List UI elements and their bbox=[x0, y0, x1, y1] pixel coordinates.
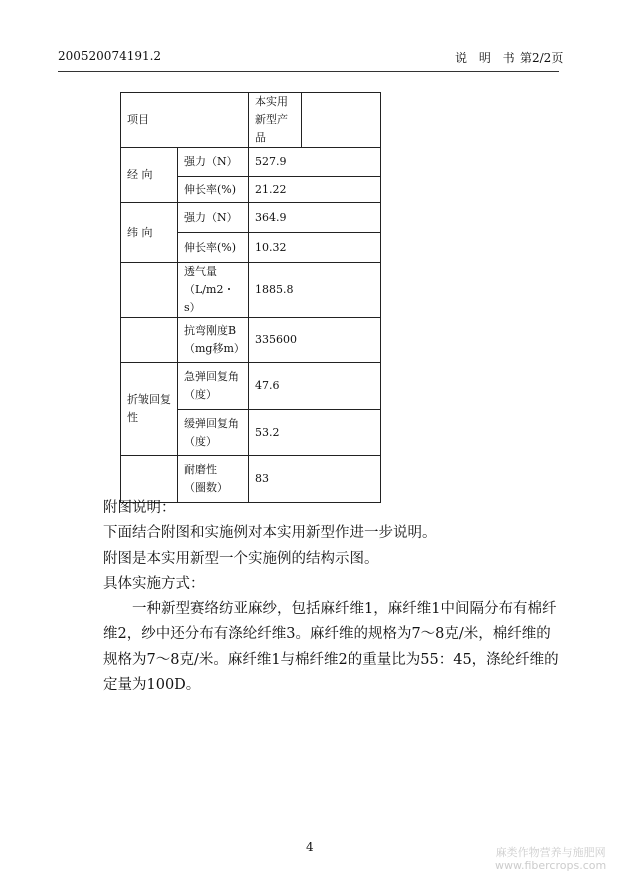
value-cell: 10.32 bbox=[249, 233, 381, 263]
group-cell: 纬 向 bbox=[121, 203, 178, 263]
group-cell: 经 向 bbox=[121, 148, 178, 203]
properties-table bbox=[120, 92, 381, 503]
doc-title: 说 明 书 bbox=[455, 51, 519, 65]
body-text bbox=[103, 496, 563, 698]
header-product: 本实用新型产品 bbox=[249, 93, 302, 148]
value-cell: 527.9 bbox=[249, 148, 381, 177]
value-cell: 1885.8 bbox=[249, 263, 381, 318]
group-cell: 折皱回复性 bbox=[121, 363, 178, 456]
group-cell bbox=[121, 263, 178, 318]
watermark-line2: www.fibercrops.com bbox=[495, 859, 607, 872]
property-cell: 缓弹回复角（度） bbox=[178, 410, 249, 456]
paragraph: 附图是本实用新型一个实施例的结构示图。 bbox=[103, 550, 379, 567]
watermark-line1: 麻类作物营养与施肥网 bbox=[495, 846, 606, 859]
header-empty bbox=[302, 93, 381, 148]
page-indicator: 第2/2页 bbox=[520, 51, 564, 65]
property-cell: 伸长率(%) bbox=[178, 233, 249, 263]
value-cell: 47.6 bbox=[249, 363, 381, 410]
page-number: 4 bbox=[306, 840, 314, 854]
value-cell: 83 bbox=[249, 456, 381, 503]
watermark bbox=[495, 846, 606, 872]
property-cell: 抗弯刚度B（mg移m） bbox=[178, 318, 249, 363]
patent-number: 200520074191.2 bbox=[58, 49, 162, 63]
value-cell: 21.22 bbox=[249, 177, 381, 203]
header-divider bbox=[58, 71, 559, 72]
value-cell: 53.2 bbox=[249, 410, 381, 456]
property-cell: 急弹回复角（度） bbox=[178, 363, 249, 410]
header-item: 项目 bbox=[121, 93, 249, 148]
paragraph: 下面结合附图和实施例对本实用新型作进一步说明。 bbox=[103, 525, 437, 542]
property-cell: 透气量（L/m2・s） bbox=[178, 263, 249, 318]
figure-heading: 附图说明： bbox=[103, 500, 176, 516]
property-cell: 强力（N） bbox=[178, 203, 249, 233]
paragraph: 一种新型赛络纺亚麻纱，包括麻纤维1，麻纤维1中间隔分布有棉纤维2，纱中还分布有涤纶纤维3。麻纤维的规格为7～8克/米，棉纤维的规格为7～8克/米。麻纤维1与棉纤维2的重量比为55：45，涤纶纤维的定量为100D。 bbox=[103, 601, 559, 694]
embodiment-heading: 具体实施方式： bbox=[103, 575, 205, 592]
value-cell: 364.9 bbox=[249, 203, 381, 233]
property-cell: 耐磨性 （圈数） bbox=[178, 456, 249, 503]
property-cell: 伸长率(%) bbox=[178, 177, 249, 203]
property-cell: 强力（N） bbox=[178, 148, 249, 177]
group-cell bbox=[121, 318, 178, 363]
value-cell: 335600 bbox=[249, 318, 381, 363]
